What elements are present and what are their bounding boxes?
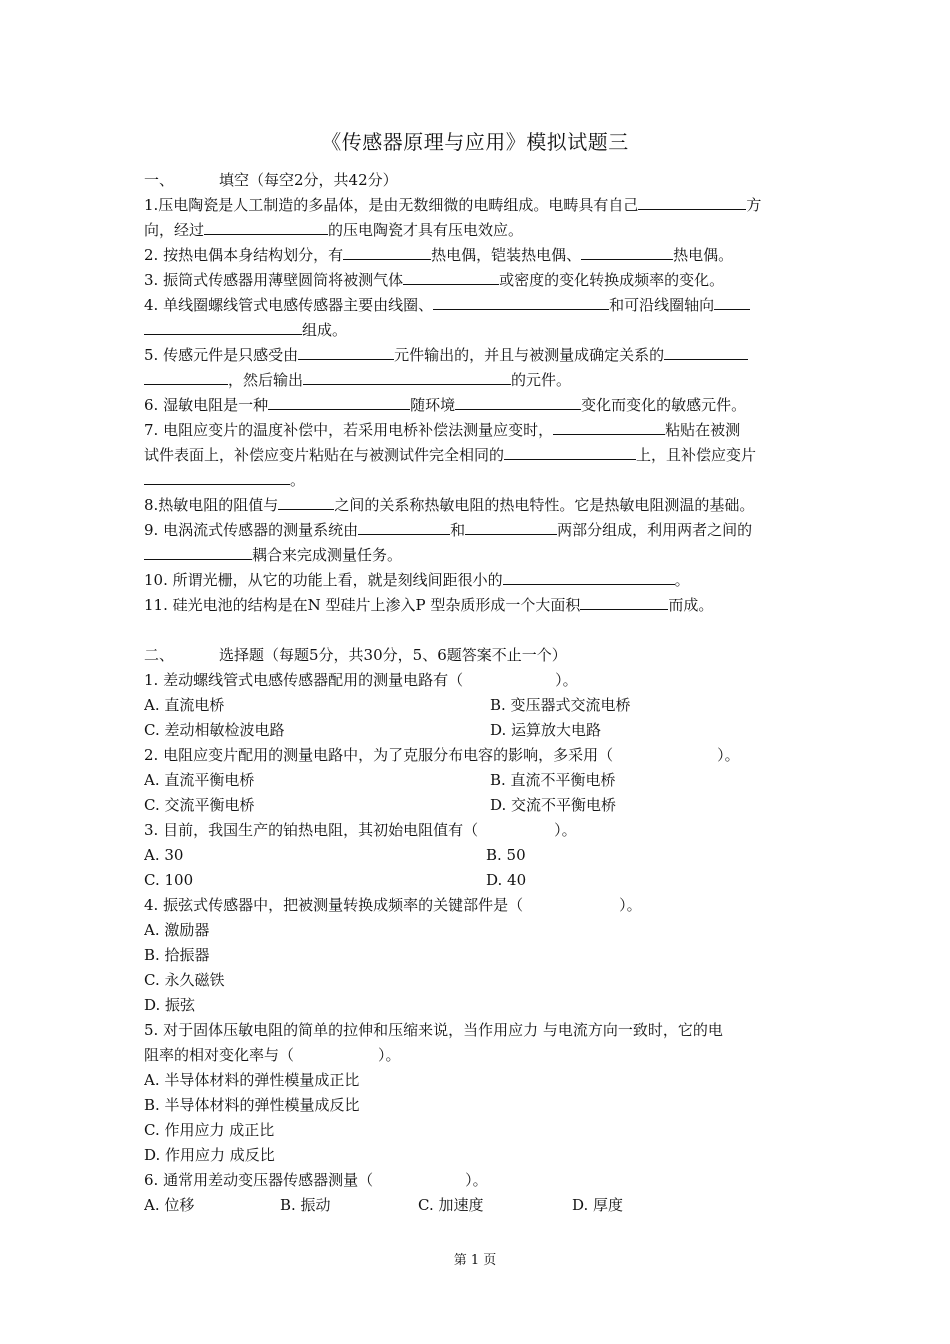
choice-stem-text: 1. 差动螺线管式电感传感器配用的测量电路有（ — [144, 671, 464, 689]
fill-q1-line2 — [144, 218, 810, 243]
fill-q3 — [144, 268, 810, 293]
fill-q1-text: 向，经过 — [144, 221, 205, 239]
option-b: B. 直流不平衡电桥 — [490, 771, 616, 789]
option-c: C. 差动相敏检波电路 — [144, 721, 285, 739]
section1-title: 填空（每空2分，共42分） — [219, 171, 398, 189]
choice-q2-options-ab — [144, 768, 810, 793]
fill-q7-line3 — [144, 468, 810, 493]
fill-q5-text: 元件输出的，并且与被测量成确定关系的 — [394, 346, 665, 364]
choice-q5-stem-line1: 5. 对于固体压敏电阻的简单的拉伸和压缩来说，当作用应力 与电流方向一致时，它的电 — [144, 1021, 723, 1039]
fill-q6-text: 随环境 — [410, 396, 456, 414]
fill-blank — [638, 193, 746, 210]
fill-blank — [664, 343, 748, 360]
fill-q4-text: 组成。 — [302, 321, 348, 339]
fill-q2-text: 热电偶。 — [673, 246, 734, 264]
fill-blank — [303, 368, 511, 385]
choice-q4-option-d: D. 振弦 — [144, 996, 196, 1014]
fill-blank — [581, 243, 673, 260]
fill-q6 — [144, 393, 810, 418]
section-spacer — [144, 618, 810, 643]
choice-q5-option-a: A. 半导体材料的弹性模量成正比 — [144, 1071, 360, 1089]
fill-blank — [144, 468, 290, 485]
fill-blank — [503, 568, 675, 585]
option-a: A. 直流平衡电桥 — [144, 771, 255, 789]
fill-blank — [403, 268, 499, 285]
fill-q7-text: 7. 电阻应变片的温度补偿中，若采用电桥补偿法测量应变时， — [144, 421, 554, 439]
fill-q5-text: ，然后输出 — [228, 371, 304, 389]
choice-q4-stem — [144, 893, 810, 918]
fill-blank — [343, 243, 431, 260]
fill-q10 — [144, 568, 810, 593]
exam-content — [144, 168, 810, 1218]
fill-q1-text: 1.压电陶瓷是人工制造的多晶体，是由无数细微的电畴组成。电畴具有自己 — [144, 196, 639, 214]
fill-q3-text: 或密度的变化转换成频率的变化。 — [499, 271, 725, 289]
fill-q8-text: 8.热敏电阻的阻值与 — [144, 496, 279, 514]
fill-q7-line1 — [144, 418, 810, 443]
fill-blank — [144, 318, 302, 335]
fill-q9-text: 9. 电涡流式传感器的测量系统由 — [144, 521, 359, 539]
choice-stem-text: 阻率的相对变化率与（ — [144, 1046, 295, 1064]
fill-blank — [433, 293, 609, 310]
option-c: C. 交流平衡电桥 — [144, 796, 255, 814]
fill-blank — [714, 293, 750, 310]
option-b: B. 变压器式交流电桥 — [490, 696, 631, 714]
option-b: B. 振动 — [280, 1196, 331, 1214]
fill-q8-text: 之间的关系称热敏电阻的热电特性。它是热敏电阻测温的基础。 — [334, 496, 755, 514]
option-c: C. 加速度 — [418, 1196, 484, 1214]
choice-q5-option-c: C. 作用应力 成正比 — [144, 1121, 275, 1139]
fill-q7-text: 粘贴在被测 — [665, 421, 741, 439]
option-d: D. 运算放大电路 — [490, 721, 602, 739]
section1-heading — [144, 168, 810, 193]
fill-q5-text: 5. 传感元件是只感受由 — [144, 346, 299, 364]
fill-q9-line2 — [144, 543, 810, 568]
fill-blank — [455, 393, 581, 410]
fill-q6-text: 变化而变化的敏感元件。 — [581, 396, 747, 414]
choice-q1-stem — [144, 668, 810, 693]
choice-q4-option-c: C. 永久磁铁 — [144, 971, 225, 989]
choice-q3-stem — [144, 818, 810, 843]
fill-q11-text: 11. 硅光电池的结构是在N 型硅片上渗入P 型杂质形成一个大面积 — [144, 596, 581, 614]
fill-q9-text: 耦合来完成测量任务。 — [252, 546, 403, 564]
choice-q2-options-cd — [144, 793, 810, 818]
page-footer: 第 1 页 — [453, 1253, 497, 1268]
choice-q4-option-b: B. 拾振器 — [144, 946, 210, 964]
choice-stem-text: ）。 — [554, 821, 577, 839]
choice-stem-text: ）。 — [619, 896, 642, 914]
choice-q5-option-b: B. 半导体材料的弹性模量成反比 — [144, 1096, 360, 1114]
fill-q1-line1 — [144, 193, 810, 218]
choice-stem-text: ）。 — [465, 1171, 488, 1189]
option-a: A. 30 — [144, 846, 184, 864]
fill-q10-text: 10. 所谓光栅，从它的功能上看，就是刻线间距很小的 — [144, 571, 503, 589]
fill-q11-text: 而成。 — [668, 596, 714, 614]
choice-q6-options — [144, 1193, 810, 1218]
choice-q3-options-cd — [144, 868, 810, 893]
fill-q2-text: 2. 按热电偶本身结构划分，有 — [144, 246, 344, 264]
choice-q4-option-a: A. 激励器 — [144, 921, 210, 939]
choice-q6-stem — [144, 1168, 810, 1193]
fill-q3-text: 3. 振筒式传感器用薄壁圆筒将被测气体 — [144, 271, 404, 289]
choice-stem-text: ）。 — [378, 1046, 401, 1064]
section2-title: 选择题（每题5分，共30分，5、6题答案不止一个） — [219, 646, 567, 664]
section2-heading — [144, 643, 810, 668]
choice-stem-text: 3. 目前，我国生产的铂热电阻，其初始电阻值有（ — [144, 821, 479, 839]
choice-stem-text: 4. 振弦式传感器中，把被测量转换成频率的关键部件是（ — [144, 896, 524, 914]
fill-q7-line2 — [144, 443, 810, 468]
option-d: D. 40 — [486, 871, 527, 889]
fill-q4-text: 4. 单线圈螺线管式电感传感器主要由线圈、 — [144, 296, 434, 314]
choice-stem-text: 6. 通常用差动变压器传感器测量（ — [144, 1171, 374, 1189]
choice-q1-options-ab — [144, 693, 810, 718]
fill-blank — [358, 518, 450, 535]
fill-blank — [298, 343, 394, 360]
fill-q2 — [144, 243, 810, 268]
fill-blank — [504, 443, 636, 460]
fill-blank — [204, 218, 328, 235]
fill-q11 — [144, 593, 810, 618]
fill-q10-text: 。 — [674, 571, 690, 589]
fill-q9-line1 — [144, 518, 810, 543]
choice-q1-options-cd — [144, 718, 810, 743]
fill-q6-text: 6. 湿敏电阻是一种 — [144, 396, 269, 414]
fill-blank — [268, 393, 410, 410]
option-b: B. 50 — [486, 846, 526, 864]
fill-q4-line2 — [144, 318, 810, 343]
option-a: A. 位移 — [144, 1196, 195, 1214]
fill-q8 — [144, 493, 810, 518]
fill-q2-text: 热电偶，铠装热电偶、 — [431, 246, 582, 264]
choice-stem-text: 2. 电阻应变片配用的测量电路中，为了克服分布电容的影响，多采用（ — [144, 746, 614, 764]
choice-stem-text: ）。 — [555, 671, 578, 689]
choice-stem-text: ）。 — [717, 746, 740, 764]
fill-q9-text: 和 — [450, 521, 466, 539]
fill-q4-line1 — [144, 293, 810, 318]
choice-q5-option-d: D. 作用应力 成反比 — [144, 1146, 275, 1164]
page-title: 《传感器原理与应用》模拟试题三 — [321, 130, 629, 154]
fill-blank — [553, 418, 665, 435]
fill-blank — [465, 518, 557, 535]
choice-q5-stem-line2 — [144, 1043, 810, 1068]
fill-q9-text: 两部分组成，利用两者之间的 — [557, 521, 753, 539]
option-d: D. 交流不平衡电桥 — [490, 796, 617, 814]
fill-blank — [144, 368, 228, 385]
option-c: C. 100 — [144, 871, 194, 889]
fill-blank — [144, 543, 252, 560]
section1-number: 一、 — [144, 171, 175, 189]
fill-q1-text: 的压电陶瓷才具有压电效应。 — [328, 221, 524, 239]
choice-q2-stem — [144, 743, 810, 768]
fill-q5-text: 的元件。 — [511, 371, 572, 389]
fill-q4-text: 和可沿线圈轴向 — [609, 296, 715, 314]
option-d: D. 厚度 — [572, 1196, 624, 1214]
fill-q1-text: 方 — [746, 196, 762, 214]
fill-q5-line1 — [144, 343, 810, 368]
section2-number: 二、 — [144, 646, 175, 664]
fill-q5-line2 — [144, 368, 810, 393]
fill-q7-text: 上，且补偿应变片 — [636, 446, 757, 464]
fill-blank — [580, 593, 668, 610]
fill-q7-text: 。 — [290, 471, 306, 489]
choice-q3-options-ab — [144, 843, 810, 868]
fill-blank — [278, 493, 334, 510]
option-a: A. 直流电桥 — [144, 696, 225, 714]
fill-q7-text: 试件表面上，补偿应变片粘贴在与被测试件完全相同的 — [144, 446, 505, 464]
